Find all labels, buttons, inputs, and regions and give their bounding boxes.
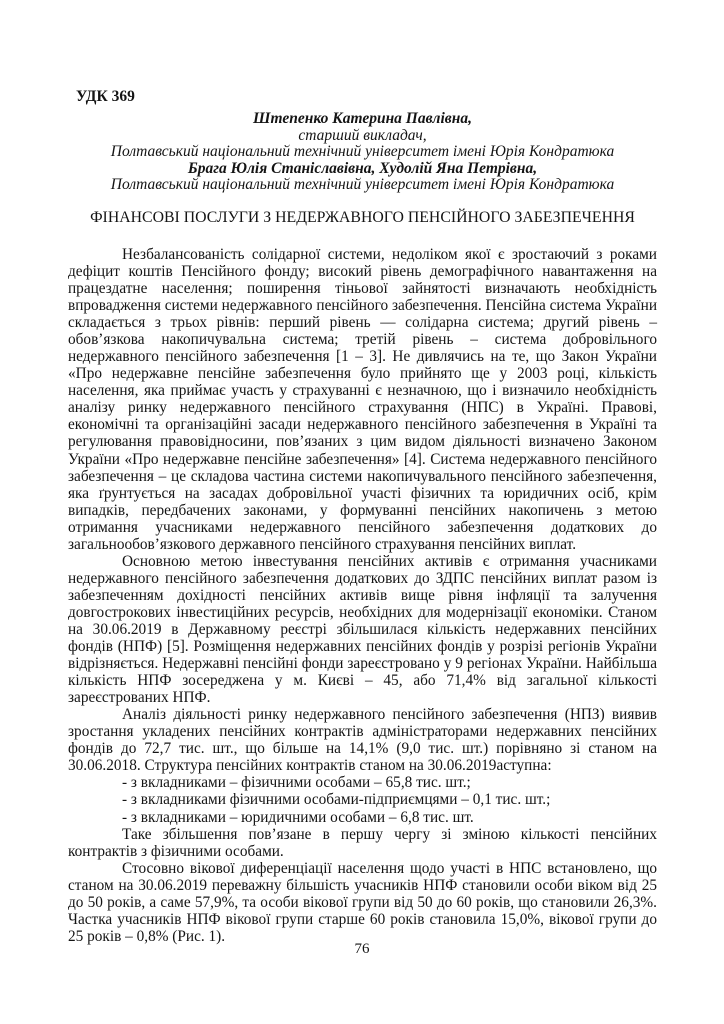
- paragraph-3: Аналіз діяльності ринку недержавного пенсійного забезпечення (НПЗ) виявив зростання укладених пенсійних контрактів адміністраторами недержавних пенсійних фондів до 72,7 тис. шт., що більше на 14,1% (9,0 тис. шт.) порівняно зі станом на 30.06.2018. Структура пенсійних контрактів станом на 30.06.2019аступна:: [68, 706, 657, 775]
- article-title: ФІНАНСОВІ ПОСЛУГИ З НЕДЕРЖАВНОГО ПЕНСІЙНОГО ЗАБЕЗПЕЧЕННЯ: [90, 208, 635, 226]
- paragraph-4: Таке збільшення пов’язане в першу чергу зі зміною кількості пенсійних контрактів з фізичними особами.: [68, 825, 657, 860]
- paragraph-1: Незбалансованість солідарної системи, недоліком якої є зростаючий з роками дефіцит коштів Пенсійного фонду; високий рівень демографічного навантаження на працездатне населення; поширення тіньової зайнятості визначають необхідність впровадження системи недержавного пенсійного забезпечення. Пенсійна система України складається з трьох рівнів: перший рівень — солідарна система; другий рівень – обов’язкова накопичувальна система; третій рівень – система добровільного недержавного пенсійного забезпечення [1 – 3]. Не дивлячись на те, що Закон України «Про недержавне пенсійне забезпечення було прийнято ще у 2003 році, кількість населення, яка приймає участь у страхуванні є незначною, що і визначило необхідність аналізу ринку недержавного пенсійного страхування (НПС) в Україні. Правові, економічні та організаційні засади недержавного пенсійного забезпечення в Україні та регулювання правовідносини, пов’язаних з цим видом діяльності визначено Законом України «Про недержавне пенсійне забезпечення» [4]. Система недержавного пенсійного забезпечення – це складова частина системи накопичувального пенсійного забезпечення, яка ґрунтується на засадах добровільної участі фізичних та юридичних осіб, крім випадків, передбачених законами, у формуванні пенсійних накопичень з метою отримання учасниками недержавного пенсійного забезпечення додаткових до загальнообов’язкового державного пенсійного страхування пенсійних виплат.: [68, 245, 658, 553]
- paragraph-2: Основною метою інвестування пенсійних активів є отримання учасниками недержавного пенсійного забезпечення додаткових до ЗДПС пенсійних виплат разом із забезпеченням дохідності пенсійних активів вище рівня інфляції та залучення довгострокових інвестиційних ресурсів, необхідних для модернізації економіки. Станом на 30.06.2019 в Державному реєстрі збільшилася кількість недержавних пенсійних фондів (НПФ) [5]. Розміщення недержавних пенсійних фондів у розрізі регіонів України відрізняється. Недержавні пенсійні фонди зареєстровано у 9 регіонах України. Найбільша кількість НПФ зосереджена у м. Києві – 45, або 71,4% від загальної кількості зареєстрованих НПФ.: [68, 552, 657, 707]
- page-content: [68, 88, 657, 945]
- author-name-2: Брага Юлія Станіславівна, Худолій Яна Петрівна,: [187, 159, 538, 177]
- author-affiliation-1: Полтавський національний технічний університет імені Юрія Кондратюка: [110, 143, 615, 161]
- author-name-1: Штепенко Катерина Павлівна,: [253, 110, 472, 127]
- udc-code: УДК 369: [76, 88, 135, 105]
- author-role-1: старший викладач,: [298, 126, 427, 144]
- paragraph-5: Стосовно вікової диференціації населення щодо участі в НПС встановлено, що станом на 30.06.2019 переважну більшість учасників НПФ становили особи віком від 25 до 50 років, а саме 57,9%, та особи вікової групи від 50 до 60 років, що становили 26,3%. Частка учасників НПФ вікової групи старше 60 років становила 15,0%, вікової групи до 25 років – 0,8% (Рис. 1).: [68, 859, 657, 945]
- page-number: 76: [354, 941, 370, 957]
- list-item-entrepreneurs: - з вкладниками фізичними особами-підприємцями – 0,1 тис. шт.;: [122, 791, 551, 809]
- list-item-legal-entities: - з вкладниками – юридичними особами – 6,8 тис. шт.: [122, 808, 474, 826]
- list-item-individuals: - з вкладниками – фізичними особами – 65,8 тис. шт.;: [122, 774, 471, 792]
- author-affiliation-2: Полтавський національний технічний університет імені Юрія Кондратюка: [110, 176, 615, 194]
- authors-block: [68, 111, 657, 194]
